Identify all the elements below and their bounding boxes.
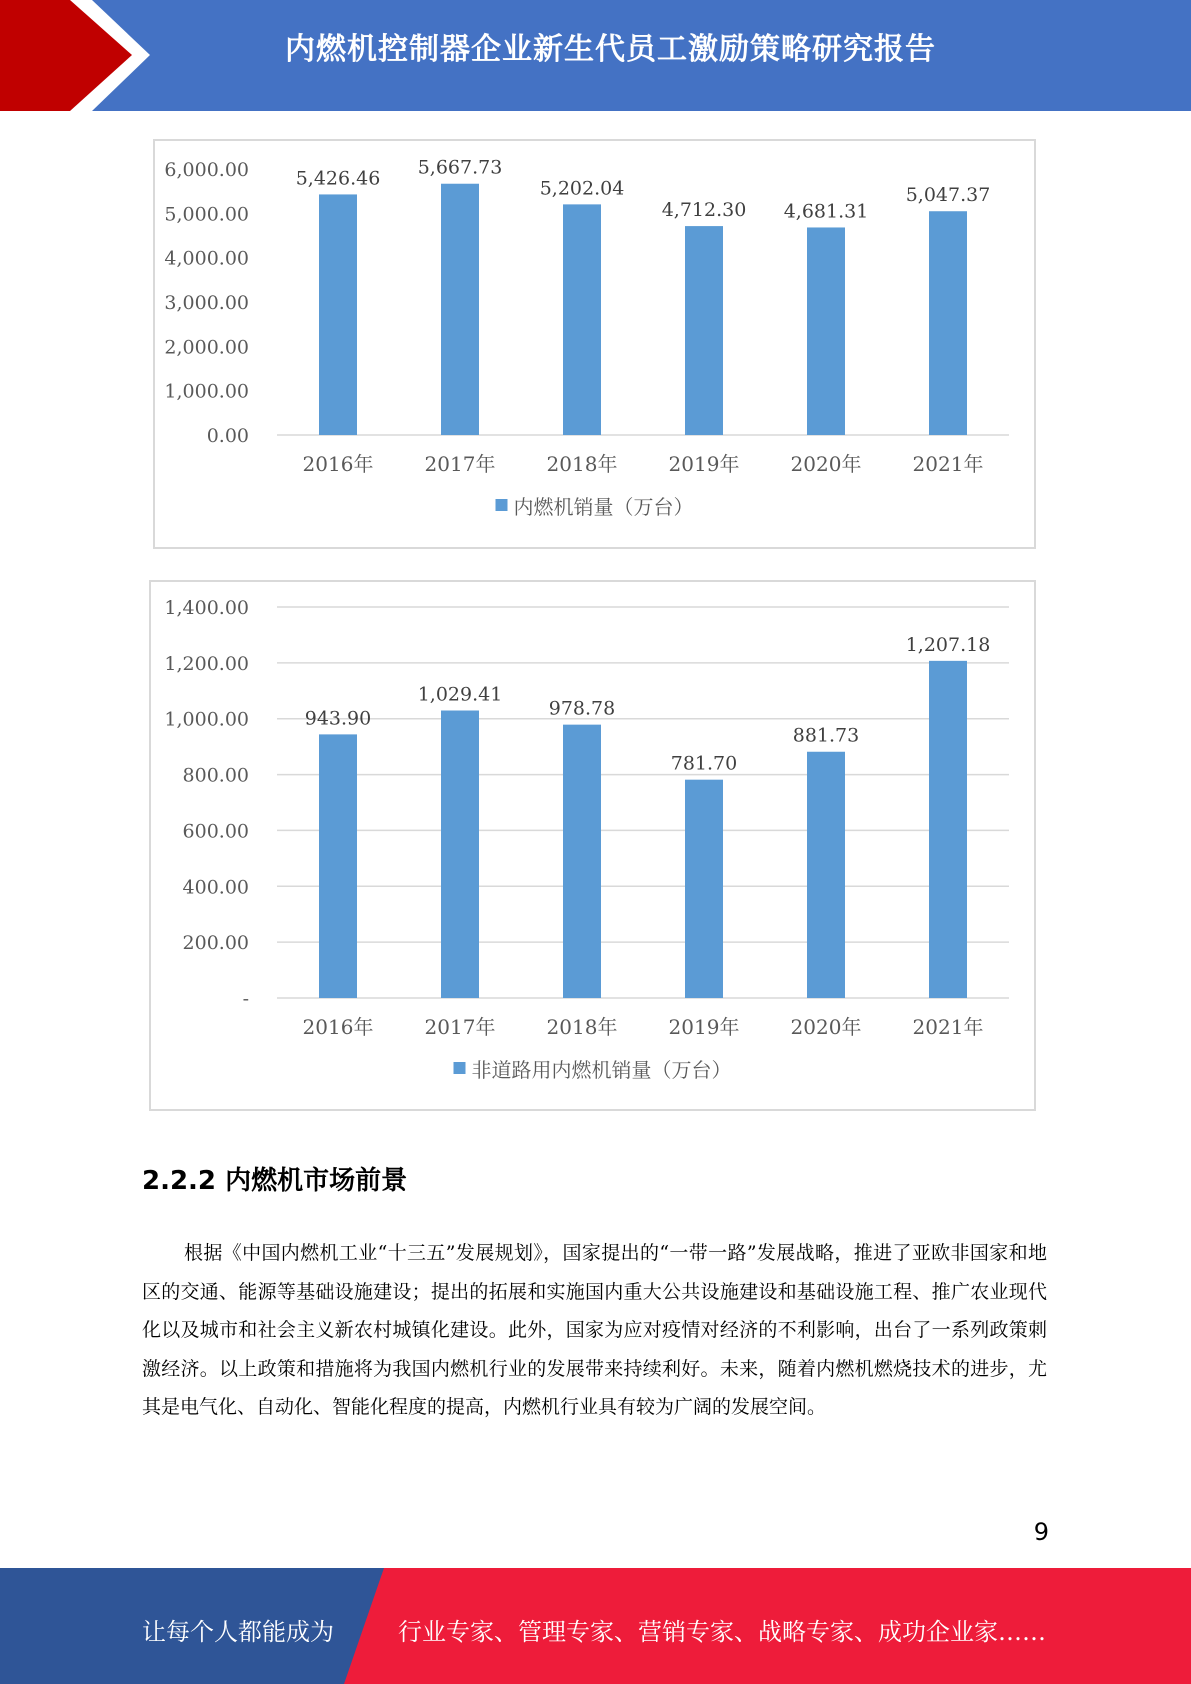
category-label: 2016年 [302,1015,374,1039]
footer-slogan-left: 让每个人都能成为 [142,1618,334,1646]
data-label: 4,712.30 [661,199,747,222]
chart-nonroad-engine-sales [149,580,1036,1111]
bar [685,226,723,435]
category-label: 2021年 [912,452,984,476]
bar [563,204,601,435]
y-tick-label: 0.00 [206,425,249,447]
legend-label: 内燃机销量（万台） [513,495,694,519]
y-tick-label: 3,000.00 [164,292,249,314]
footer-slogan-right: 行业专家、管理专家、营销专家、战略专家、成功企业家…… [398,1618,1046,1646]
bar [563,725,601,998]
bar [929,661,967,998]
y-tick-label: 6,000.00 [164,159,249,181]
data-label: 5,202.04 [539,177,625,200]
section-heading: 2.2.2 内燃机市场前景 [142,1166,408,1196]
y-tick-label: - [242,988,249,1010]
legend-swatch [454,1062,466,1074]
data-label: 781.70 [670,752,738,775]
y-tick-label: 600.00 [182,820,249,843]
category-label: 2017年 [424,1015,496,1039]
bar [441,184,479,435]
bar [807,227,845,435]
category-label: 2021年 [912,1015,984,1039]
y-tick-label: 1,000.00 [164,380,249,403]
data-label: 943.90 [304,707,372,730]
bar [685,780,723,998]
y-tick-label: 800.00 [182,764,249,787]
y-tick-label: 4,000.00 [164,247,249,270]
legend-swatch [496,499,508,511]
data-label: 5,047.37 [905,184,991,207]
bar [319,194,357,435]
category-label: 2020年 [790,452,862,476]
bar [807,752,845,998]
y-tick-label: 400.00 [182,876,249,899]
y-tick-label: 1,000.00 [164,708,249,731]
data-label: 1,207.18 [905,633,991,656]
category-label: 2018年 [546,452,618,476]
chart-engine-sales-svg [155,141,1034,547]
y-tick-label: 5,000.00 [164,203,249,226]
data-label: 4,681.31 [783,200,869,223]
data-label: 978.78 [548,697,616,720]
data-label: 1,029.41 [417,683,503,706]
y-tick-label: 1,400.00 [164,597,249,619]
category-label: 2018年 [546,1015,618,1039]
chart-nonroad-engine-sales-svg [151,582,1034,1109]
y-tick-label: 2,000.00 [164,336,249,359]
chart-engine-sales [153,139,1036,549]
page-number: 9 [1033,1518,1049,1546]
legend-label: 非道路用内燃机销量（万台） [471,1058,732,1082]
y-tick-label: 200.00 [182,932,249,955]
category-label: 2016年 [302,452,374,476]
data-label: 5,426.46 [295,167,381,190]
section-paragraph: 根据《中国内燃机工业“十三五”发展规划》，国家提出的“一带一路”发展战略，推进了亚欧非国家和地区的交通、能源等基础设施建设；提出的拓展和实施国内重大公共设施建设和基础设施工程、推广农业现代化以及城市和社会主义新农村城镇化建设。此外，国家为应对疫情对经济的不利影响，出台了一系列政策刺激经济。以上政策和措施将为我国内燃机行业的发展带来持续利好。未来，随着内燃机燃烧技术的进步，尤其是电气化、自动化、智能化程度的提高，内燃机行业具有较为广阔的发展空间。 [142,1242,1047,1418]
y-tick-label: 1,200.00 [164,652,249,675]
data-label: 5,667.73 [417,156,503,179]
header-band [0,0,1191,111]
category-label: 2019年 [668,452,740,476]
bar [929,211,967,435]
report-title: 内燃机控制器企业新生代员工激励策略研究报告 [285,32,936,67]
category-label: 2019年 [668,1015,740,1039]
bar [319,734,357,998]
data-label: 881.73 [792,724,860,747]
bar [441,711,479,998]
category-label: 2017年 [424,452,496,476]
category-label: 2020年 [790,1015,862,1039]
